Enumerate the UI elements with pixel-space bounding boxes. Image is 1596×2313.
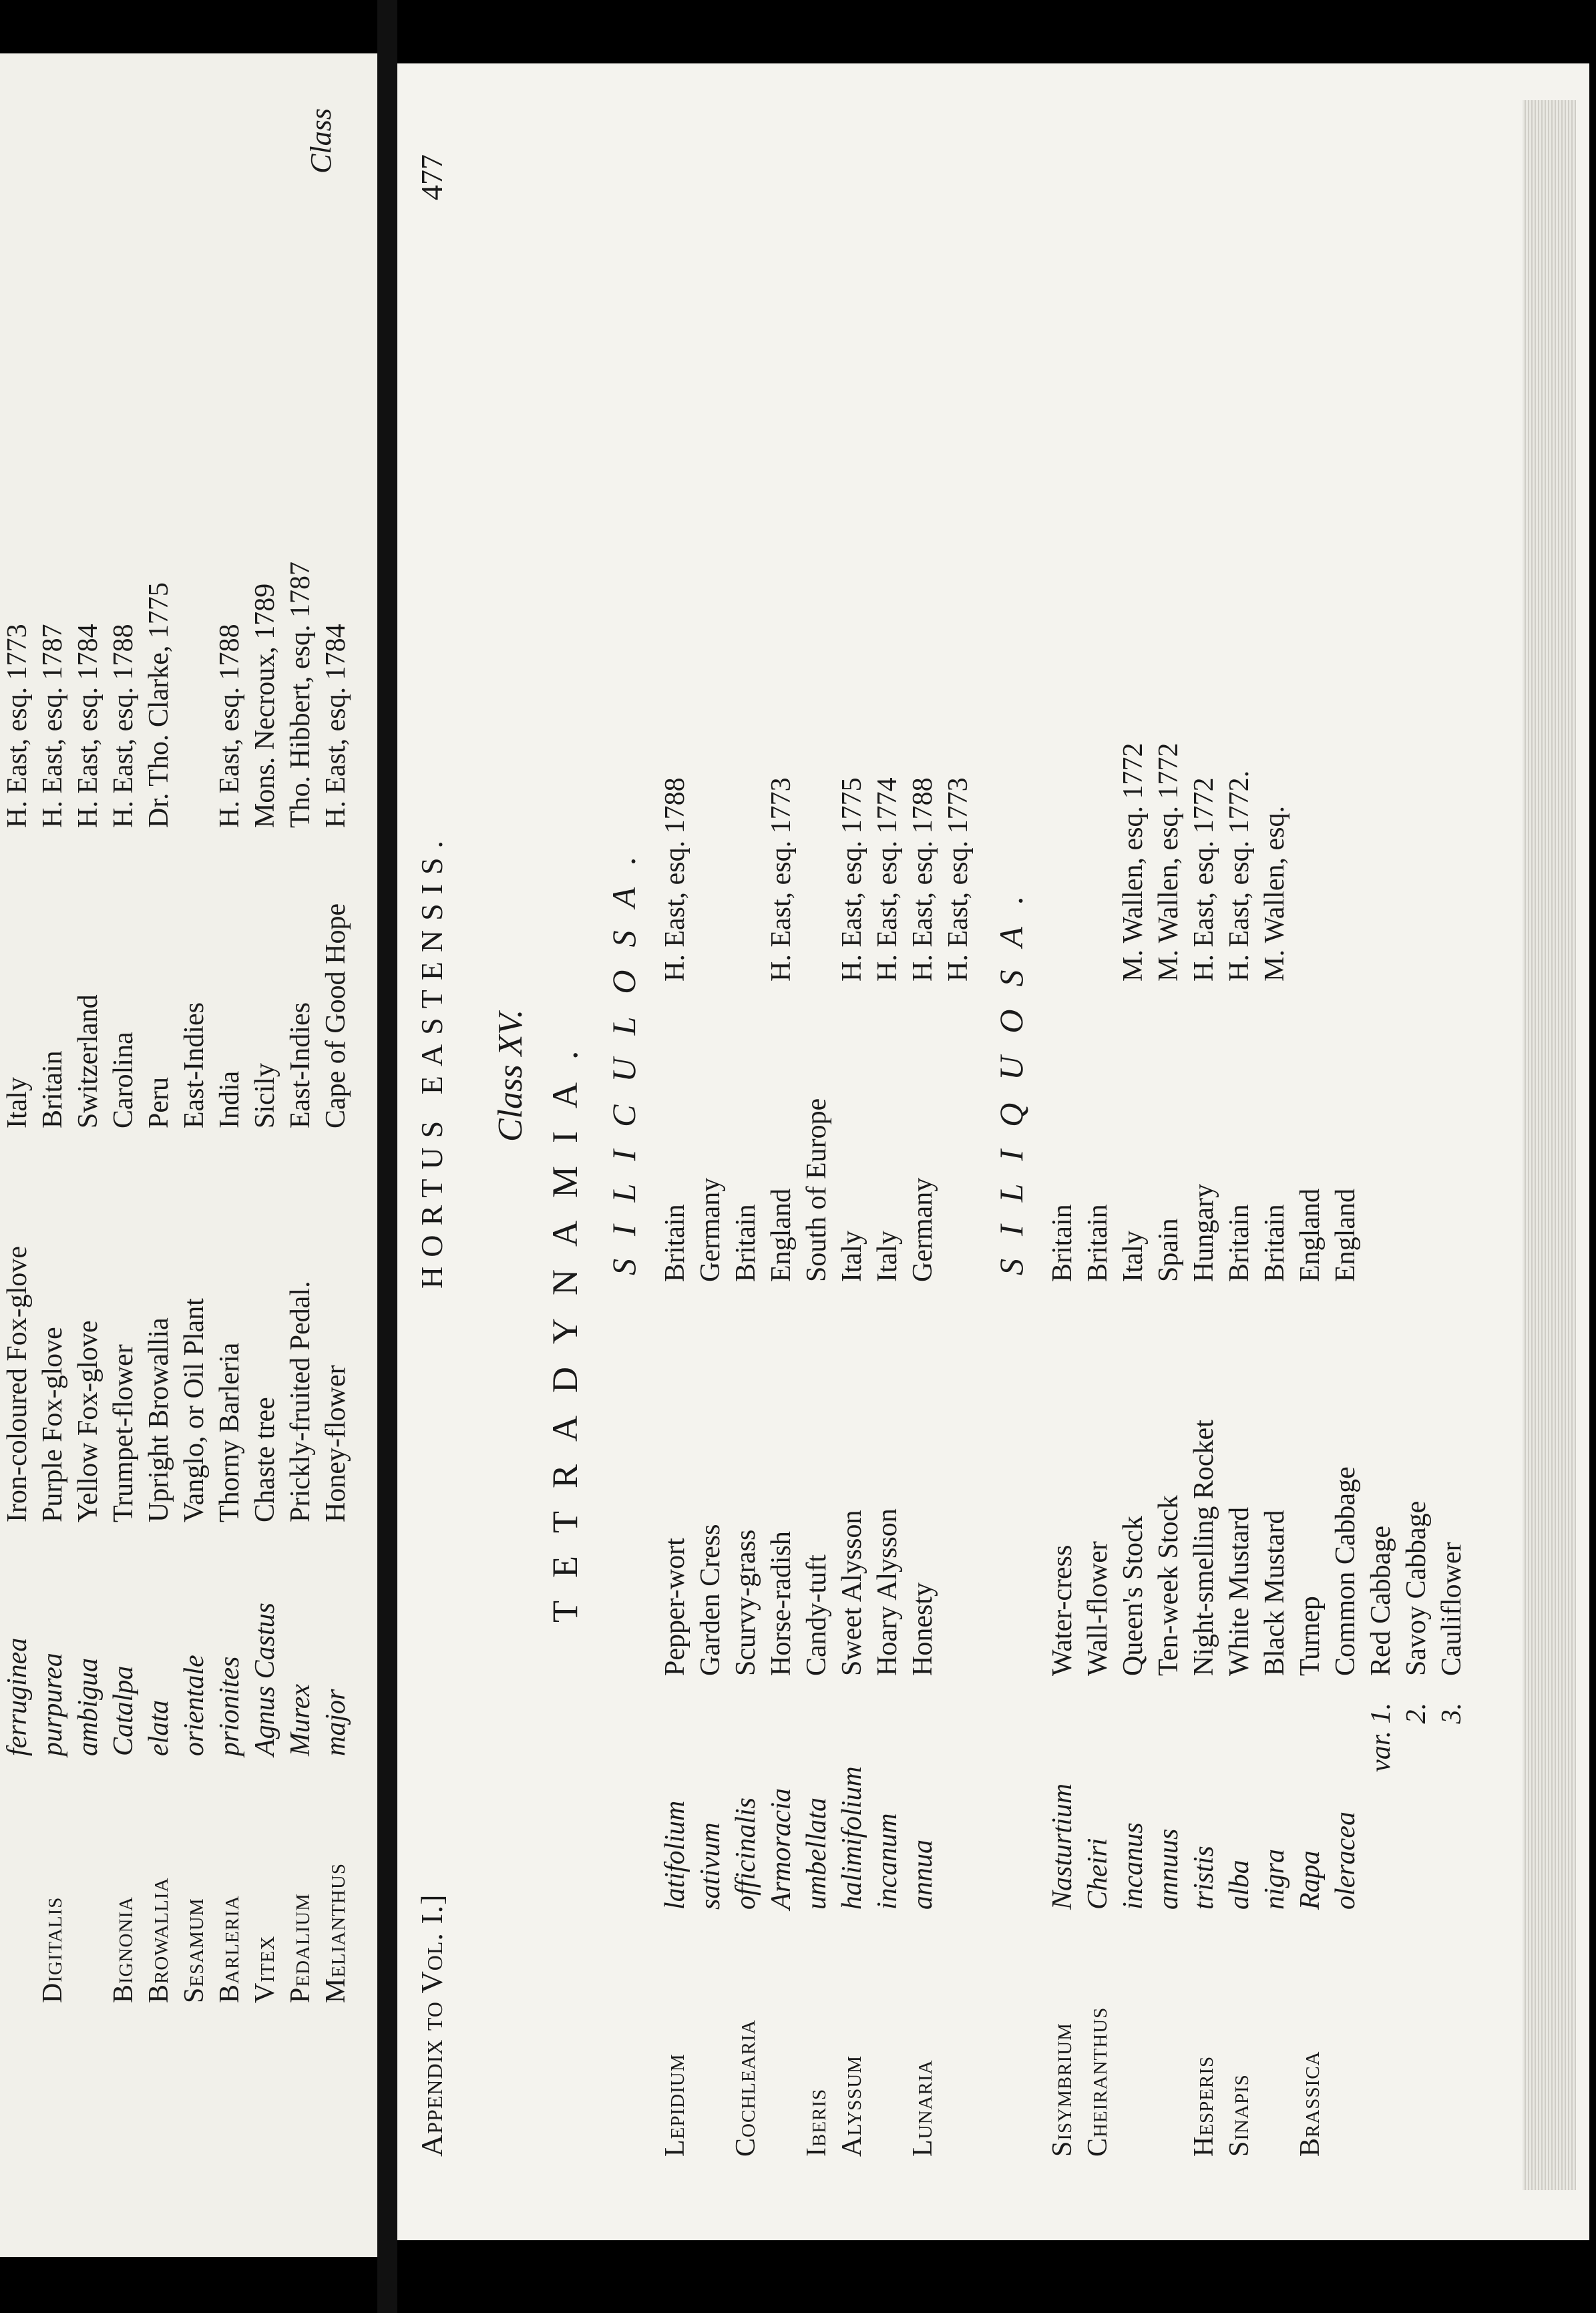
country-cell: South of Europe (801, 1098, 832, 1282)
species-cell: ambigua (73, 1658, 104, 1756)
species-cell: incanum (872, 1813, 903, 1910)
introduced-by-cell: H. East, esq. 1787 (37, 624, 68, 828)
variety-row (1364, 87, 1398, 2157)
common-name-cell: Common Cabbage (1330, 1466, 1361, 1676)
table-row (906, 87, 940, 2157)
introduced-by-cell: H. East, esq. 1773 (943, 777, 974, 982)
introduced-by-cell: H. East, esq. 1788 (214, 624, 245, 828)
species-cell: elata (144, 1700, 174, 1756)
table-row (177, 67, 212, 2003)
catchword: Class (305, 108, 337, 174)
species-cell: latifolium (660, 1800, 690, 1910)
country-cell: Cape of Good Hope (321, 903, 351, 1128)
species-cell: incanus (1118, 1822, 1149, 1910)
genus-cell: Pedalium (285, 1892, 316, 2003)
page-number: 477 (415, 154, 449, 200)
species-cell: sativum (695, 1822, 726, 1910)
species-cell: halimifolium (837, 1766, 867, 1910)
genus-cell: Sisymbrium (1047, 2023, 1078, 2157)
country-cell: Switzerland (73, 994, 104, 1128)
introduced-by-cell: H. East, esq. 1784 (73, 624, 104, 828)
variety-row (1434, 87, 1469, 2157)
introduced-by-cell: H. East, esq. 1788 (908, 777, 938, 982)
species-cell: Catalpa (108, 1665, 139, 1756)
running-head-left: Appendix to Vol. I.] (415, 1894, 449, 2157)
siliculosa-table (658, 87, 978, 2157)
common-name-cell: Ten-week Stock (1153, 1494, 1184, 1676)
genus-cell: Vitex (250, 1935, 280, 2003)
genus-cell: Barleria (214, 1895, 245, 2003)
table-row (248, 67, 282, 2003)
country-cell: Britain (37, 1050, 68, 1128)
introduced-by-cell: Dr. Tho. Clarke, 1775 (144, 582, 174, 828)
species-cell: tristis (1189, 1846, 1219, 1910)
class-heading: Class XV. (491, 1009, 530, 1142)
country-cell: Carolina (108, 1032, 139, 1128)
country-cell: East-Indies (285, 1002, 316, 1128)
page-content (401, 20, 1576, 2157)
table-row (941, 87, 976, 2157)
country-cell: Italy (837, 1231, 867, 1282)
previous-page-content (0, 67, 374, 2003)
table-row (1151, 87, 1186, 2157)
table-row (142, 67, 176, 2003)
table-row (1116, 87, 1151, 2157)
running-title: HORTUS EASTENSIS. (415, 831, 449, 1289)
introduced-by-cell: M. Wallen, esq. 1772 (1153, 743, 1184, 982)
common-name-cell: Upright Browallia (144, 1317, 174, 1522)
table-row (870, 87, 905, 2157)
introduced-by-cell: H. East, esq. 1774 (872, 777, 903, 982)
genus-cell: Iberis (801, 2088, 832, 2157)
country-cell: Britain (660, 1204, 690, 1282)
introduced-by-cell: M. Wallen, esq. (1259, 806, 1290, 982)
species-cell: annuus (1153, 1828, 1184, 1910)
variety-label: 3. (1436, 1703, 1467, 1724)
country-cell: Italy (1118, 1231, 1149, 1282)
common-name-cell: Trumpet-flower (108, 1344, 139, 1522)
country-cell: Britain (1259, 1204, 1290, 1282)
section-heading-siliquosa: SILIQUOSA. (992, 873, 1030, 1275)
table-row (835, 87, 869, 2157)
country-cell: Britain (731, 1204, 761, 1282)
class-name: TETRADYNAMIA. (545, 1028, 585, 1623)
table-row (799, 87, 834, 2157)
species-cell: Murex (285, 1683, 316, 1756)
species-cell: Nasturtium (1047, 1783, 1078, 1910)
species-cell: purpurea (37, 1653, 68, 1756)
common-name-cell: Purple Fox-glove (37, 1327, 68, 1522)
common-name-cell: Pepper-wort (660, 1538, 690, 1676)
variety-label: var. 1. (1366, 1703, 1396, 1772)
genus-cell: Alyssum (837, 2055, 867, 2157)
species-cell: annua (908, 1840, 938, 1910)
common-name-cell: Sweet Alysson (837, 1510, 867, 1676)
common-name-cell: Prickly-fruited Pedal. (285, 1281, 316, 1522)
common-name-cell: Turnep (1295, 1596, 1326, 1676)
genus-cell: Cochlearia (731, 2019, 761, 2157)
genus-cell: Sinapis (1224, 2074, 1255, 2157)
table-row (693, 87, 728, 2157)
introduced-by-cell: H. East, esq. 1773 (2, 624, 33, 828)
table-row (1328, 87, 1363, 2157)
common-name-cell: Hoary Alysson (872, 1508, 903, 1676)
introduced-by-cell: H. East, esq. 1772. (1224, 770, 1255, 982)
species-cell: oleracea (1330, 1812, 1361, 1910)
country-cell: England (766, 1189, 797, 1282)
table-row (729, 87, 763, 2157)
common-name-cell: Garden Cress (695, 1524, 726, 1676)
common-name-cell: Scurvy-grass (731, 1529, 761, 1676)
introduced-by-cell: M. Wallen, esq. 1772 (1118, 743, 1149, 982)
species-cell: alba (1224, 1860, 1255, 1910)
country-cell: Sicily (250, 1062, 280, 1128)
variety-name: Red Cabbage (1366, 1525, 1396, 1676)
country-cell: England (1330, 1189, 1361, 1282)
genus-cell: Browallia (144, 1877, 174, 2003)
table-row (35, 67, 70, 2003)
common-name-cell: Chaste tree (250, 1397, 280, 1522)
table-row (319, 67, 353, 2003)
introduced-by-cell: H. East, esq. 1788 (108, 624, 139, 828)
species-cell: umbellata (801, 1798, 832, 1910)
table-row (1293, 87, 1328, 2157)
section-heading-siliculosa: SILICULOSA. (605, 833, 642, 1275)
genus-cell: Cheiranthus (1082, 2007, 1113, 2157)
introduced-by-cell: H. East, esq. 1788 (660, 777, 690, 982)
genus-cell: Lepidium (660, 2053, 690, 2157)
genus-cell: Bignonia (108, 1896, 139, 2003)
introduced-by-cell: Mons. Necroux, 1789 (250, 583, 280, 828)
common-name-cell: Thorny Barleria (214, 1342, 245, 1522)
common-name-cell: Honesty (908, 1583, 938, 1676)
species-cell: Rapa (1295, 1850, 1326, 1910)
country-cell: Britain (1047, 1204, 1078, 1282)
common-name-cell: Night-smelling Rocket (1189, 1420, 1219, 1676)
common-name-cell: Vanglo, or Oil Plant (179, 1298, 210, 1522)
table-row (764, 87, 799, 2157)
common-name-cell: Water-cress (1047, 1544, 1078, 1676)
species-cell: officinalis (731, 1798, 761, 1910)
common-name-cell: Queen's Stock (1118, 1516, 1149, 1676)
introduced-by-cell: H. East, esq. 1772 (1189, 777, 1219, 982)
introduced-by-cell: Tho. Hibbert, esq. 1787 (285, 562, 316, 828)
table-row (1222, 87, 1257, 2157)
country-cell: East-Indies (179, 1002, 210, 1128)
common-name-cell: Honey-flower (321, 1365, 351, 1522)
species-cell: Armoracia (766, 1788, 797, 1910)
species-cell: ferruginea (2, 1637, 33, 1756)
species-cell: prionites (214, 1656, 245, 1756)
species-cell: major (321, 1689, 351, 1756)
introduced-by-cell: H. East, esq. 1775 (837, 777, 867, 982)
table-row (106, 67, 141, 2003)
species-cell: orientale (179, 1655, 210, 1756)
table-row (0, 67, 35, 2003)
common-name-cell: Yellow Fox-glove (73, 1320, 104, 1522)
genus-cell: Sesamum (179, 1898, 210, 2003)
genus-cell: Melianthus (321, 1862, 351, 2003)
common-name-cell: Wall-flower (1082, 1541, 1113, 1676)
common-name-cell: Iron-coloured Fox-glove (2, 1245, 33, 1522)
siliquosa-table (1045, 87, 1472, 2157)
species-cell: Agnus Castus (250, 1603, 280, 1756)
book-gutter (377, 0, 397, 2313)
species-cell: nigra (1259, 1848, 1290, 1910)
variety-row (1399, 87, 1434, 2157)
table-row (1080, 87, 1115, 2157)
common-name-cell: Black Mustard (1259, 1510, 1290, 1676)
table-row (1045, 87, 1080, 2157)
country-cell: Italy (2, 1077, 33, 1128)
country-cell: England (1295, 1189, 1326, 1282)
variety-name: Savoy Cabbage (1401, 1500, 1432, 1676)
table-row (658, 87, 692, 2157)
table-row (212, 67, 247, 2003)
genus-cell: Lunaria (908, 2059, 938, 2157)
common-name-cell: Horse-radish (766, 1531, 797, 1676)
country-cell: Germany (908, 1177, 938, 1282)
table-row (71, 67, 106, 2003)
table-row (1187, 87, 1221, 2157)
country-cell: Peru (144, 1077, 174, 1128)
country-cell: India (214, 1070, 245, 1128)
introduced-by-cell: H. East, esq. 1773 (766, 777, 797, 982)
variety-name: Cauliflower (1436, 1542, 1467, 1676)
genus-cell: Brassica (1295, 2051, 1326, 2157)
country-cell: Spain (1153, 1218, 1184, 1282)
country-cell: Britain (1224, 1204, 1255, 1282)
variety-label: 2. (1401, 1703, 1432, 1724)
genus-cell: Hesperis (1189, 2055, 1219, 2157)
genus-cell: Digitalis (37, 1896, 68, 2003)
common-name-cell: White Mustard (1224, 1506, 1255, 1676)
country-cell: Britain (1082, 1204, 1113, 1282)
table-row (283, 67, 318, 2003)
species-cell: Cheiri (1082, 1838, 1113, 1910)
country-cell: Germany (695, 1177, 726, 1282)
introduced-by-cell: H. East, esq. 1784 (321, 624, 351, 828)
common-name-cell: Candy-tuft (801, 1554, 832, 1676)
country-cell: Italy (872, 1231, 903, 1282)
country-cell: Hungary (1189, 1184, 1219, 1282)
table-row (1257, 87, 1292, 2157)
